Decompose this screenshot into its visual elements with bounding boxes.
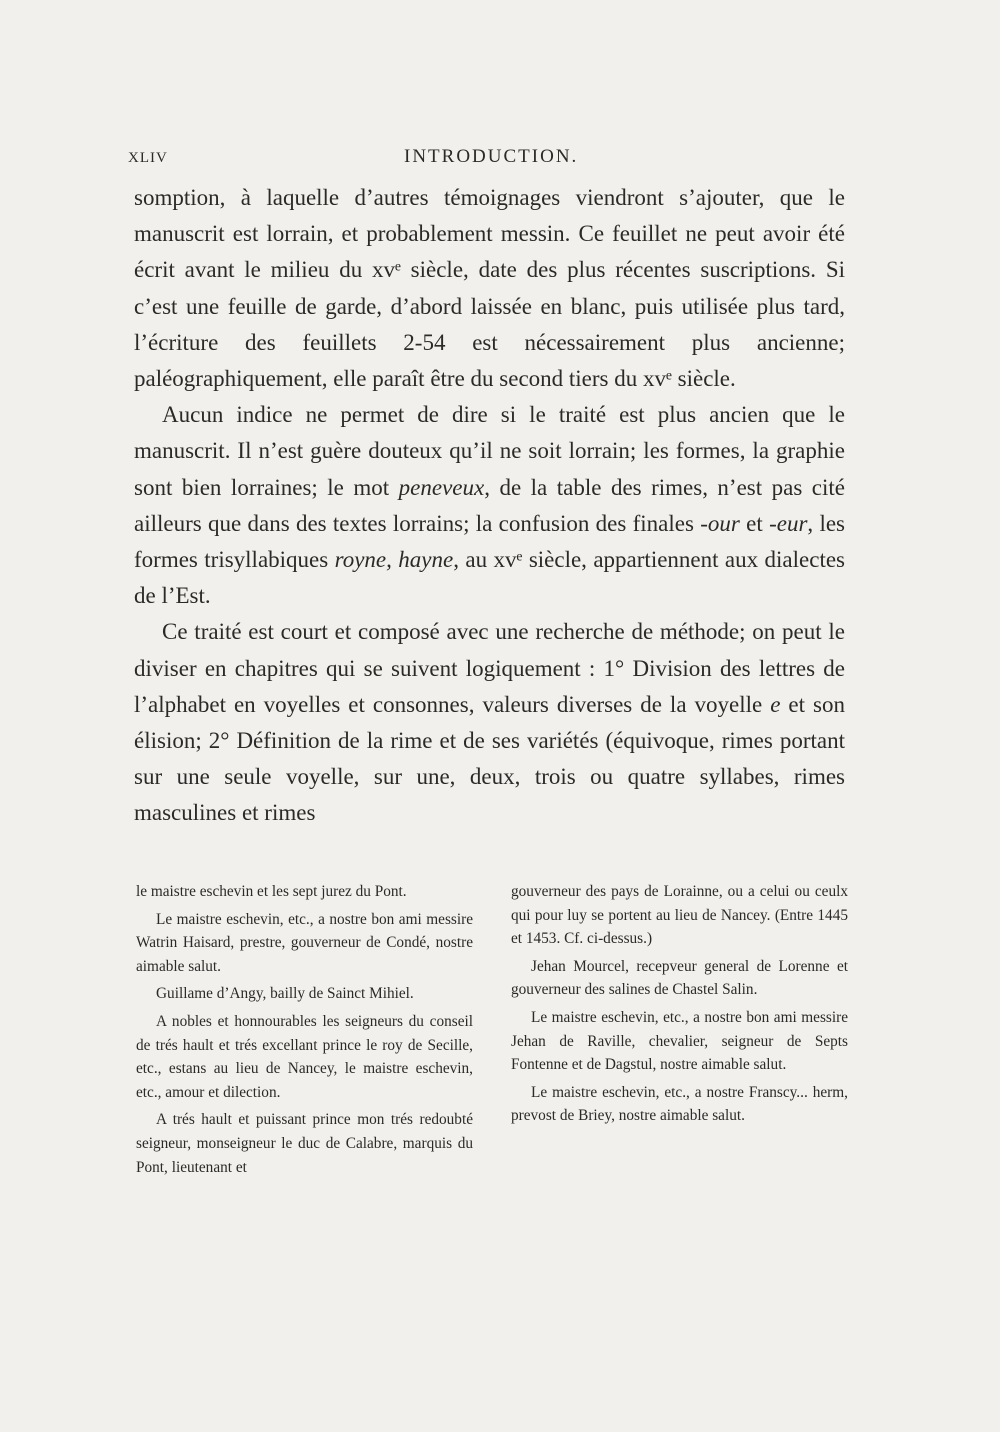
footnote-entry: Le maistre eschevin, etc., a nostre Franscy... herm, prevost de Briey, nostre aimable salut. [511, 1083, 848, 1125]
footnote-entry: A trés hault et puissant prince mon trés redoubté seigneur, monseigneur le duc de Calabre, marquis du Pont, lieutenant et [136, 1111, 473, 1176]
footnote-entry: Le maistre eschevin, etc., a nostre bon ami messire Jehan de Raville, chevalier, seigneur de Septs Fontenne et de Dagstul, nostre aimable salut. [511, 1008, 848, 1074]
footnote-entry: Guillame d’Angy, bailly de Sainct Mihiel. [156, 985, 414, 1003]
paragraph: somption, à laquelle d’autres témoignages viendront s’ajouter, que le manuscrit est lorrain, et probablement messin. Ce feuillet ne peut avoir été écrit avant le milieu du xvᵉ siècle, date des plus récentes suscriptions. Si c’est une feuille de garde, d’abord laissée en blanc, puis utilisée plus tard, l’écriture des feuillets 2-54 est nécessairement plus ancienne; paléographiquement, elle paraît être du second tiers du xvᵉ siècle. [134, 185, 845, 392]
italic-word: e [770, 691, 781, 717]
page-header [128, 146, 848, 170]
footnote-entry: A nobles et honnourables les seigneurs du conseil de trés hault et trés excellant prince le roy de Secille, etc., estans au lieu de Nancey, le maistre eschevin, etc., amour et dilection. [136, 1012, 473, 1101]
running-title: INTRODUCTION. [404, 146, 579, 167]
italic-word: -eur [769, 510, 808, 536]
footnote-entry: Le maistre eschevin, etc., a nostre bon ami messire Watrin Haisard, prestre, gouverneur de Condé, nostre aimable salut. [136, 910, 473, 975]
footnote-column-left [136, 880, 473, 1183]
footnotes [136, 880, 848, 1183]
paragraph: Ce traité est court et composé avec une recherche de méthode; on peut le diviser en chapitres qui se suivent logiquement : 1° Division des lettres de l’alphabet en voyelles et consonnes, valeurs diverses de la voyelle e et son élision; 2° Définition de la rime et de ses variétés (équivoque, rimes portant sur une seule voyelle, sur une, deux, trois ou quatre syllabes, rimes masculines et rimes [134, 619, 845, 826]
italic-word: royne, hayne [334, 547, 454, 573]
footnote-entry: Jehan Mourcel, recepveur general de Lorenne et gouverneur des salines de Chastel Salin. [511, 957, 848, 999]
footnote-entry: gouverneur des pays de Lorainne, ou a celui ou ceulx qui pour luy se portent au lieu de Nancey. (Entre 1445 et 1453. Cf. ci-dessus.) [511, 883, 848, 948]
footnote-entry: le maistre eschevin et les sept jurez du Pont. [136, 883, 407, 900]
italic-word: -our [700, 510, 740, 536]
page-number: XLIV [128, 150, 168, 166]
footnote-column-right [511, 880, 848, 1183]
main-text [134, 180, 845, 832]
italic-word: peneveux [398, 474, 485, 500]
paragraph: Aucun indice ne permet de dire si le traité est plus ancien que le manuscrit. Il n’est guère douteux qu’il ne soit lorrain; les formes, la graphie sont bien lorraines; le mot peneveux, de la table des rimes, n’est pas cité ailleurs que dans des textes lorrains; la confusion des finales -our et -eur, les formes trisyllabiques royne, hayne, au xvᵉ siècle, appartiennent aux dialectes de l’Est. [134, 402, 846, 609]
